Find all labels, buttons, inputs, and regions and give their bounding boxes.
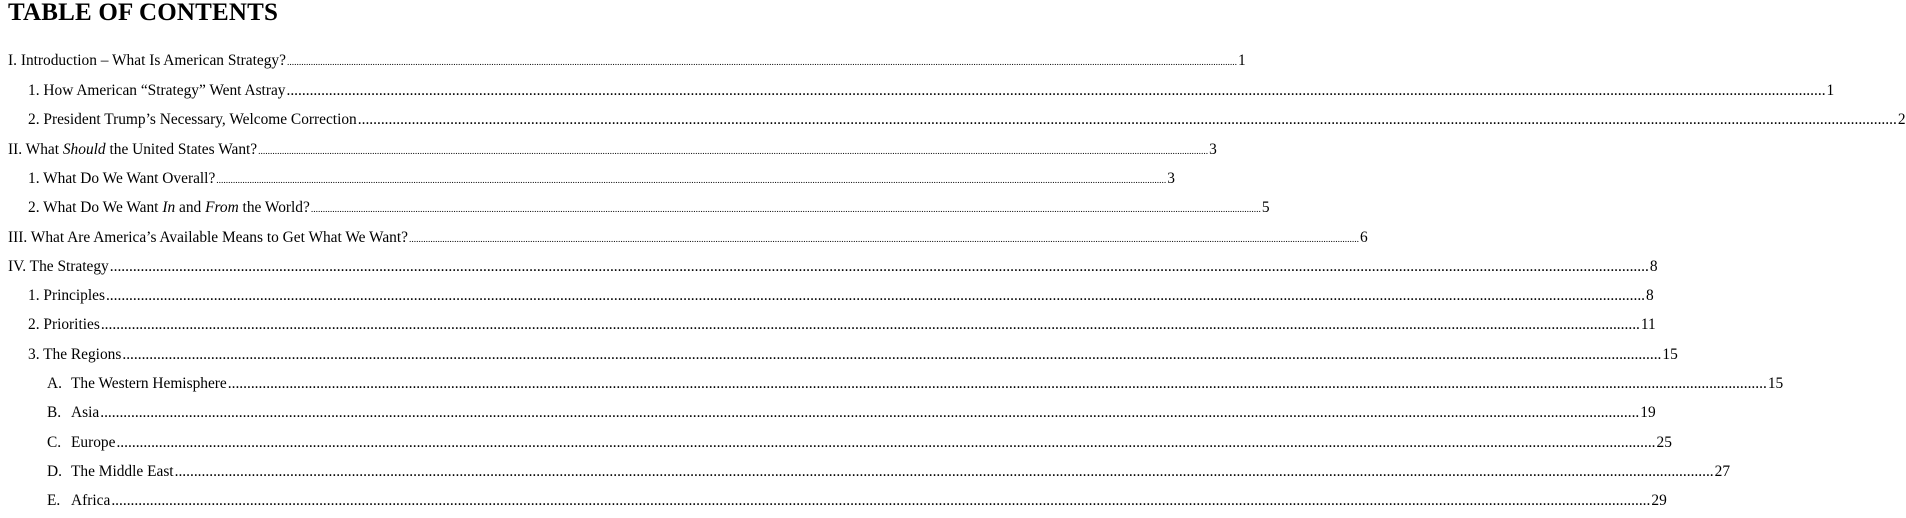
toc-entry[interactable] [28,170,1175,188]
dot-leader: ................................................................................................................................................................................................................................................................................................................................................................................................................ [258,147,1209,157]
toc-entry-label [47,463,174,481]
dot-leader: ................................................................................................................................................................................................................................................................................................................................................................................................................ [109,258,1649,275]
toc-entry[interactable] [8,258,1658,276]
toc-entry-page: 8 [1646,287,1654,304]
toc-entry-page: 11 [1640,316,1656,333]
toc-entry-emphasis: In [162,199,176,216]
toc-entry-label [28,316,100,334]
toc-entry[interactable] [47,434,1672,452]
toc-entry[interactable] [8,141,1217,159]
toc-entry-label [8,141,257,159]
toc-entry-label [28,170,215,188]
toc-entry-emphasis: From [205,199,239,216]
toc-entry-label [28,346,121,364]
toc-entry[interactable] [47,404,1656,422]
dot-leader: ................................................................................................................................................................................................................................................................................................................................................................................................................ [116,434,1656,451]
toc-entry-text: 2. What Do We Want [28,199,163,216]
toc-entry-text: I. Introduction – What Is American Strategy? [8,52,286,69]
toc-entry[interactable] [8,52,1246,70]
toc-entry[interactable] [28,111,1906,129]
toc-entry[interactable] [47,375,1784,393]
toc-entry-marker: C. [47,434,62,451]
toc-title: TABLE OF CONTENTS [8,0,279,26]
toc-entry-text: 2. Priorities [28,316,100,333]
toc-entry-text: 2. President Trump’s Necessary, Welcome Correction [28,111,357,128]
toc-entry-text: III. What Are America’s Available Means to Get What We Want? [8,229,408,246]
toc-entry-page: 8 [1649,258,1658,275]
toc-entry-text: 1. How American “Strategy” Went Astray [28,82,286,99]
toc-entry[interactable] [28,316,1656,334]
toc-entry-page: 3 [1167,170,1175,187]
toc-entry-text: IV. The Strategy [8,258,109,275]
toc-entry-text: 1. What Do We Want Overall? [28,170,216,187]
toc-entry-page: 5 [1261,199,1270,216]
toc-entry[interactable] [28,82,1835,100]
dot-leader: ................................................................................................................................................................................................................................................................................................................................................................................................................ [111,492,1651,509]
toc-entry-label [28,287,105,305]
dot-leader: ................................................................................................................................................................................................................................................................................................................................................................................................................ [105,287,1646,304]
dot-leader: ................................................................................................................................................................................................................................................................................................................................................................................................................ [408,235,1359,245]
toc-entry-page: 27 [1714,463,1731,480]
toc-entry[interactable] [28,287,1654,305]
toc-entry-label [8,52,286,70]
toc-entry-text: The Middle East [71,463,174,480]
toc-entry-text: the United States Want? [105,141,258,158]
toc-entry-text: 3. The Regions [28,346,122,363]
toc-entry[interactable] [8,229,1368,247]
toc-entry-label [47,492,110,510]
toc-entry-page: 19 [1640,404,1656,421]
toc-entry-text: and [175,199,206,216]
toc-entry[interactable] [47,463,1731,481]
toc-entry-marker: B. [47,404,62,421]
toc-entry-page: 15 [1662,346,1678,363]
toc-entry-label [47,434,115,452]
toc-entry-page: 29 [1651,492,1667,509]
toc-entry-marker: D. [47,463,62,480]
toc-entry-text: Asia [71,404,100,421]
toc-entry-label [28,111,357,129]
toc-entry-page: 1 [1826,82,1835,99]
toc-entry-text: 1. Principles [28,287,105,304]
toc-entry-page: 25 [1656,434,1672,451]
dot-leader: ................................................................................................................................................................................................................................................................................................................................................................................................................ [227,375,1767,392]
toc-entry-marker: A. [47,375,62,392]
toc-entry-label [28,82,285,100]
toc-entry-page: 15 [1767,375,1784,392]
toc-entry-text: II. What [8,141,63,158]
toc-entry-emphasis: Should [62,141,106,158]
dot-leader: ................................................................................................................................................................................................................................................................................................................................................................................................................ [286,82,1826,99]
toc-entry-text: Africa [71,492,111,509]
dot-leader: ................................................................................................................................................................................................................................................................................................................................................................................................................ [216,176,1167,186]
toc-entry-text: Europe [71,434,116,451]
dot-leader: ................................................................................................................................................................................................................................................................................................................................................................................................................ [286,58,1237,68]
dot-leader: ................................................................................................................................................................................................................................................................................................................................................................................................................ [100,316,1640,333]
dot-leader: ................................................................................................................................................................................................................................................................................................................................................................................................................ [357,111,1897,128]
toc-entry[interactable] [47,492,1667,510]
toc-entry-label [8,229,408,247]
toc-entry-marker: E. [47,492,61,509]
dot-leader: ................................................................................................................................................................................................................................................................................................................................................................................................................ [310,205,1261,215]
toc-entry-page: 6 [1359,229,1368,246]
toc-entry-label [28,199,310,217]
toc-entry-label [8,258,109,276]
toc-entry[interactable] [28,199,1270,217]
toc-entry-text: The Western Hemisphere [71,375,227,392]
toc-entry-label [47,375,227,393]
toc-entry-page: 3 [1209,141,1217,158]
dot-leader: ................................................................................................................................................................................................................................................................................................................................................................................................................ [100,404,1640,421]
dot-leader: ................................................................................................................................................................................................................................................................................................................................................................................................................ [122,346,1662,363]
toc-entry-page: 2 [1897,111,1906,128]
dot-leader: ................................................................................................................................................................................................................................................................................................................................................................................................................ [174,463,1714,480]
toc-entry-text: the World? [238,199,310,216]
toc-entry-label [47,404,99,422]
toc-entry[interactable] [28,346,1678,364]
toc-entry-page: 1 [1237,52,1246,69]
